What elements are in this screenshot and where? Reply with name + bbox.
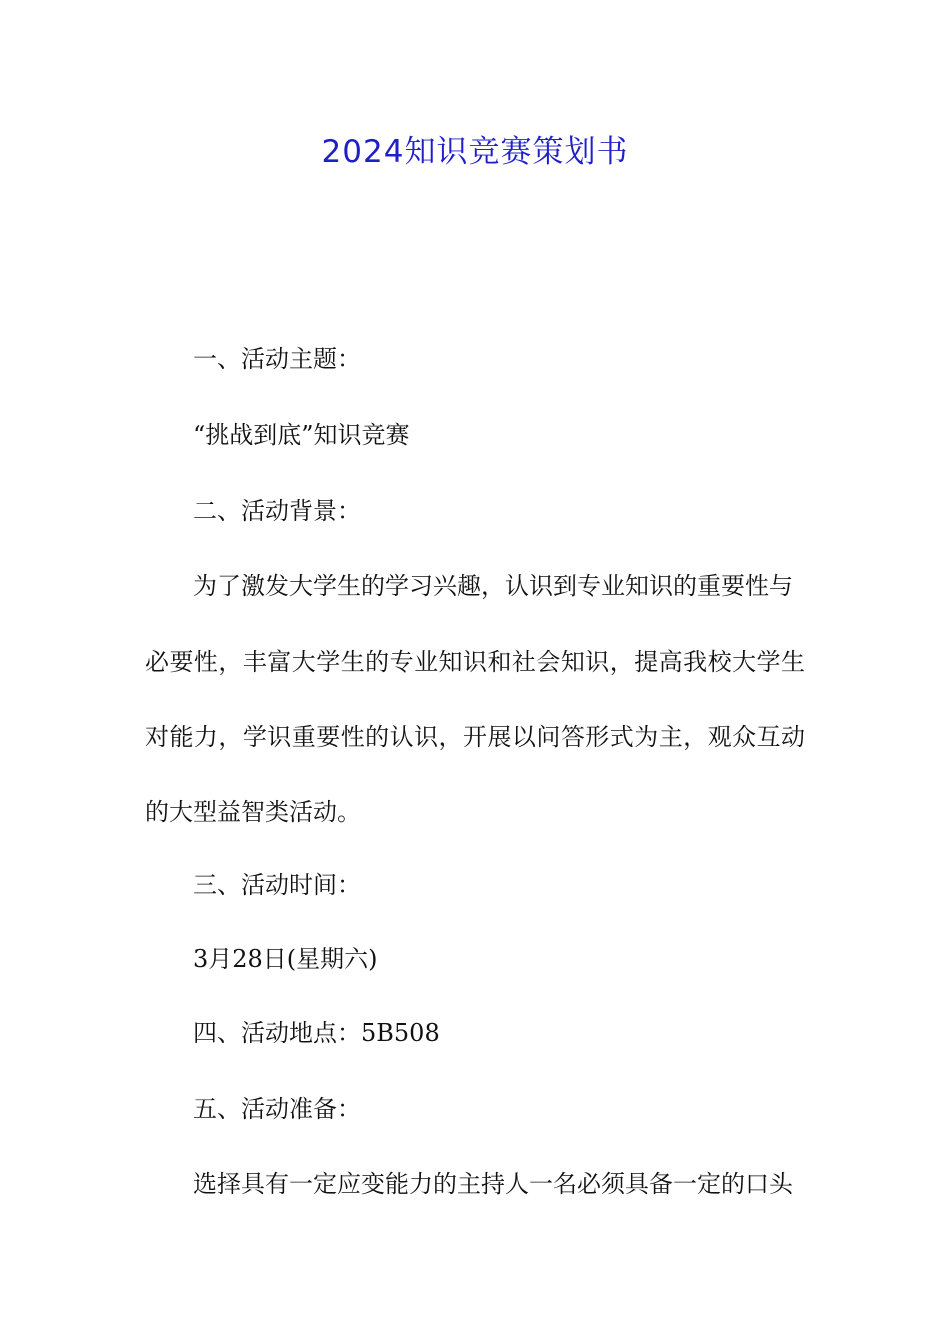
document-title: 2024知识竞赛策划书 [321, 134, 629, 170]
section-heading-time: 三、活动时间： [193, 871, 361, 899]
paragraph-background-line-4: 的大型益智类活动。 [145, 798, 361, 826]
paragraph-background-line-3: 对能力，学识重要性的认识，开展以问答形式为主，观众互动 [145, 723, 805, 751]
paragraph-background-line-2: 必要性，丰富大学生的专业知识和社会知识，提高我校大学生 [145, 648, 805, 676]
paragraph-preparation-line-1: 选择具有一定应变能力的主持人一名必须具备一定的口头 [193, 1170, 793, 1198]
section-heading-background: 二、活动背景： [193, 497, 361, 525]
section-heading-location: 四、活动地点：5B508 [193, 1019, 440, 1047]
paragraph-theme: “挑战到底”知识竞赛 [193, 421, 410, 449]
paragraph-time: 3月28日(星期六) [193, 945, 378, 973]
paragraph-background-line-1: 为了激发大学生的学习兴趣，认识到专业知识的重要性与 [193, 572, 793, 600]
section-heading-preparation: 五、活动准备： [193, 1095, 361, 1123]
section-heading-theme: 一、活动主题： [193, 345, 361, 373]
